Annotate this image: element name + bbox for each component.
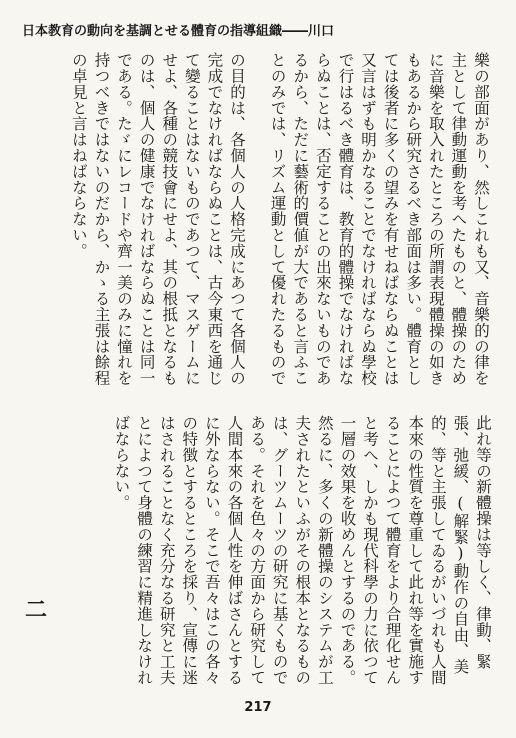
section-number: 二	[24, 598, 47, 623]
paragraph: の目的は、各個人の人格完成にあつて各個人の完成でなければならぬことは、古今東西を通じて變ることはないものであつて、マスゲームにせよ、各種の競技會にせよ、其の根抵となるものは、個人の健康でなければならぬことは同一である。たゞにレコードや齊一美のみに憧れを持つべきではないのだから、かゝる主張は餘程の卓見と言はねばならない。	[69, 52, 246, 386]
running-head: 日本教育の動向を基調とせる體育の指導組織――川口	[22, 24, 335, 38]
paragraph: 樂の部面があり、然しこれも又、音樂的の律を主として律動運動を考へたものと、體操のために音樂を取入れたところの所謂表現體操の如きもあるから研究さるべき部面は多い。體育としては後者に多くの望みを有せねばならぬことは又言はずも明かなることでなければならぬ學校で行はるべき體育は、教育的體操でなければならぬことは、否定することの出來ないものであるから、ただに藝術的價値が大であると言ふことのみでは、リズム運動として優れたるもので	[268, 52, 490, 386]
upper-left-text-column	[22, 52, 248, 390]
paragraph: 然るに、多くの新體操のシステムが工夫されたといふがその根本となるものは、グーツムーツの研究に基くものである。それを色々の方面から研究して人間本來の各個人性を伸ばさんとするに外ならない。そこで吾々はこの各々の特徴とするところを採り、宣傳に迷はされることなく充分なる研究と工夫とによつて身體の練習に精進しなければならない。	[112, 415, 334, 686]
page-number: 217	[244, 700, 272, 715]
paragraph: 此れ等の新體操は等しく、律動、緊張、弛緩、(解緊)動作の自由、美的、等と主張してゐるがいづれも人間本來の性質を尊重して此れ等を實施することによつて體育をより合理化せんと考へ、しかも現代科學の力に依つて一層の效果を收めんとするのである。	[338, 415, 492, 686]
lower-text-column	[22, 415, 494, 687]
upper-right-text-column	[266, 52, 492, 390]
